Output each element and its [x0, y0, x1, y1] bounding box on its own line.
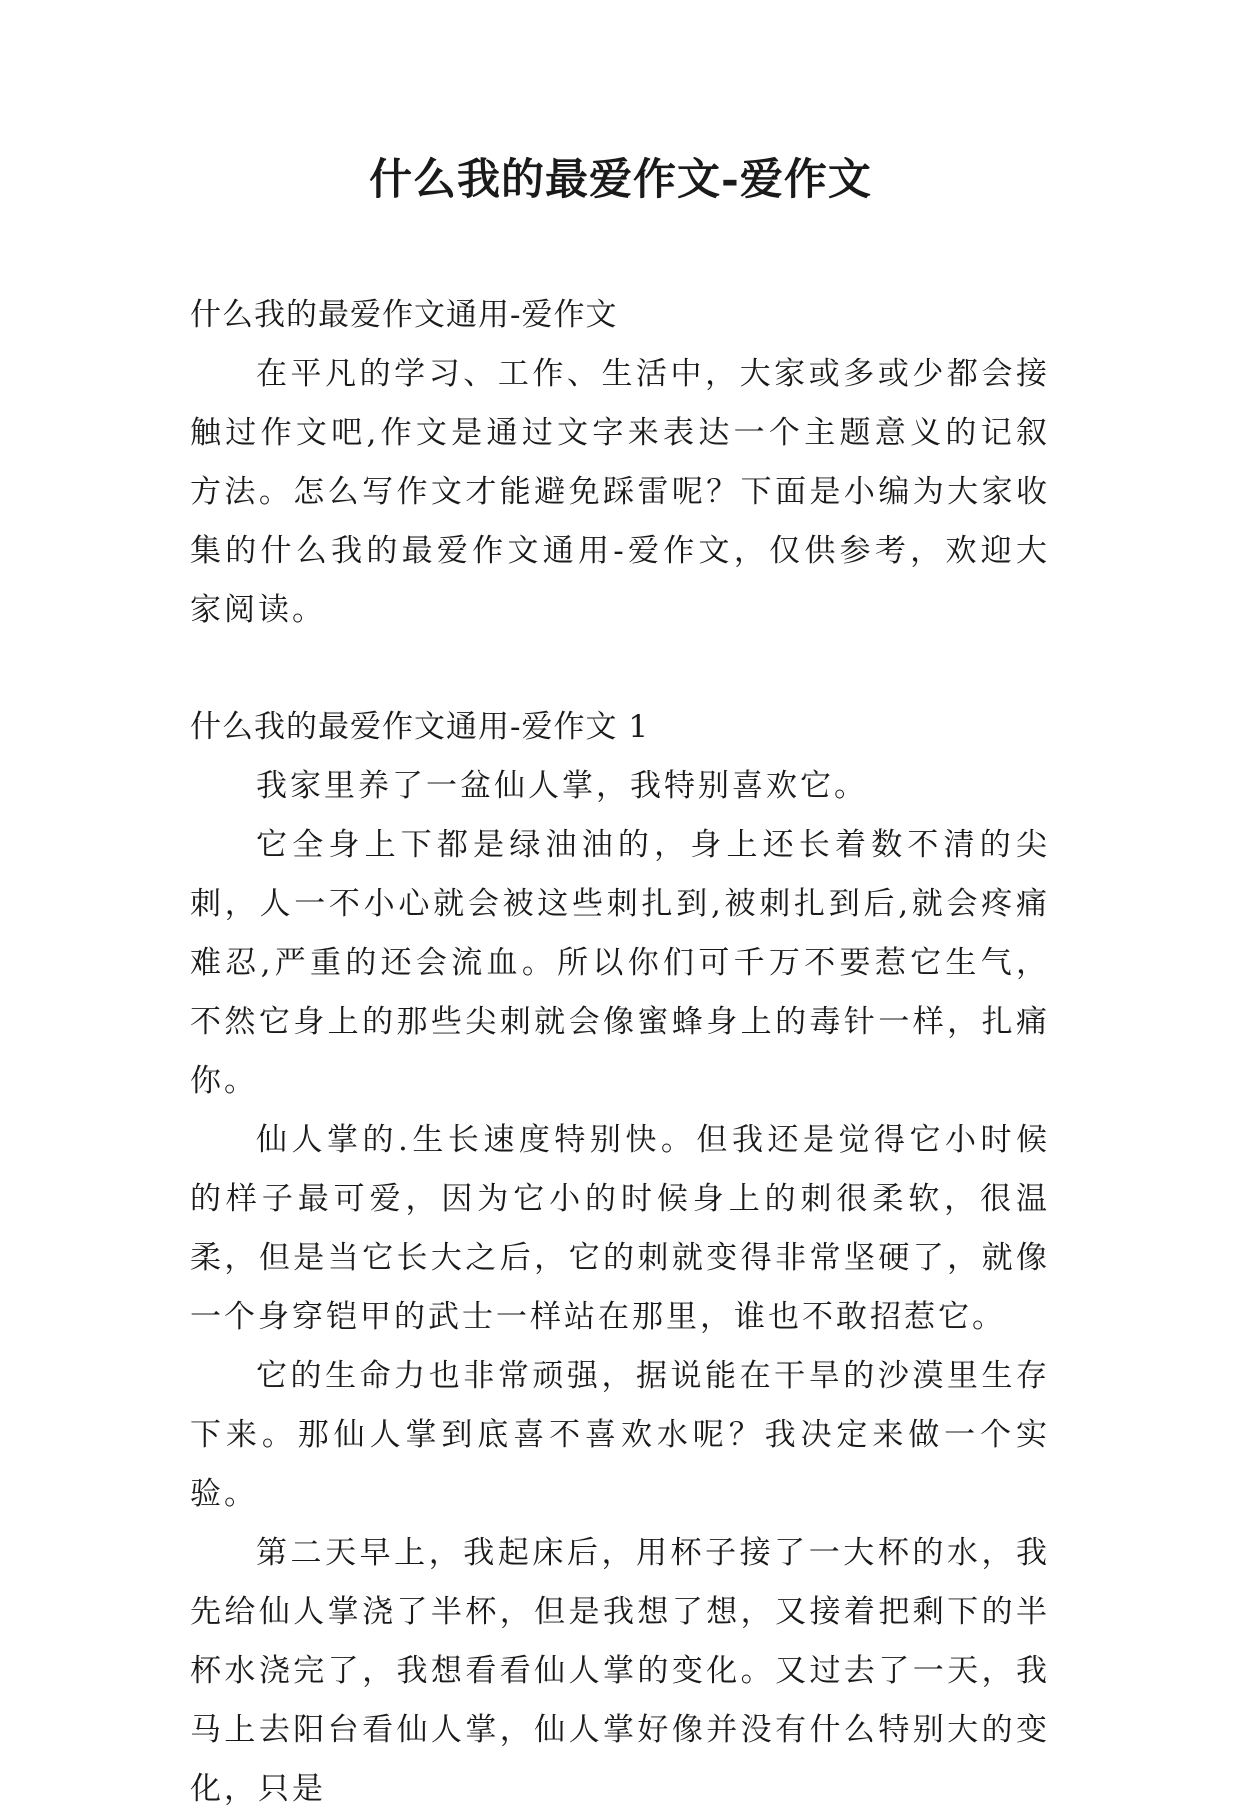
section-spacer: [190, 640, 1050, 698]
intro-paragraph: 在平凡的学习、工作、生活中，大家或多或少都会接触过作文吧,作文是通过文字来表达一个主题意义的记叙方法。怎么写作文才能避免踩雷呢？下面是小编为大家收集的什么我的最爱作文通用-爱作文，仅供参考，欢迎大家阅读。: [190, 356, 1050, 628]
body-paragraph: 我家里养了一盆仙人掌，我特别喜欢它。: [256, 768, 868, 804]
document-title: 什么我的最爱作文-爱作文: [369, 155, 872, 205]
body-paragraph: 仙人掌的.生长速度特别快。但我还是觉得它小时候的样子最可爱，因为它小的时候身上的刺很柔软，很温柔，但是当它长大之后，它的刺就变得非常坚硬了，就像一个身穿铠甲的武士一样站在那里，谁也不敢招惹它。: [190, 1122, 1050, 1335]
body-paragraph: 它全身上下都是绿油油的，身上还长着数不清的尖刺，人一不小心就会被这些刺扎到,被刺扎到后,就会疼痛难忍,严重的还会流血。所以你们可千万不要惹它生气，不然它身上的那些尖刺就会像蜜蜂身上的毒针一样，扎痛你。: [190, 827, 1050, 1099]
section-heading: 什么我的最爱作文通用-爱作文 1: [190, 709, 650, 745]
body-paragraph: 第二天早上，我起床后，用杯子接了一大杯的水，我先给仙人掌浇了半杯，但是我想了想，又接着把剩下的半杯水浇完了，我想看看仙人掌的变化。又过去了一天，我马上去阳台看仙人掌，仙人掌好像并没有什么特别大的变化，只是: [190, 1535, 1050, 1807]
document-body: [190, 286, 1050, 1819]
intro-heading: 什么我的最爱作文通用-爱作文: [190, 297, 618, 333]
body-paragraph: 它的生命力也非常顽强，据说能在干旱的沙漠里生存下来。那仙人掌到底喜不喜欢水呢？我决定来做一个实验。: [190, 1358, 1050, 1512]
